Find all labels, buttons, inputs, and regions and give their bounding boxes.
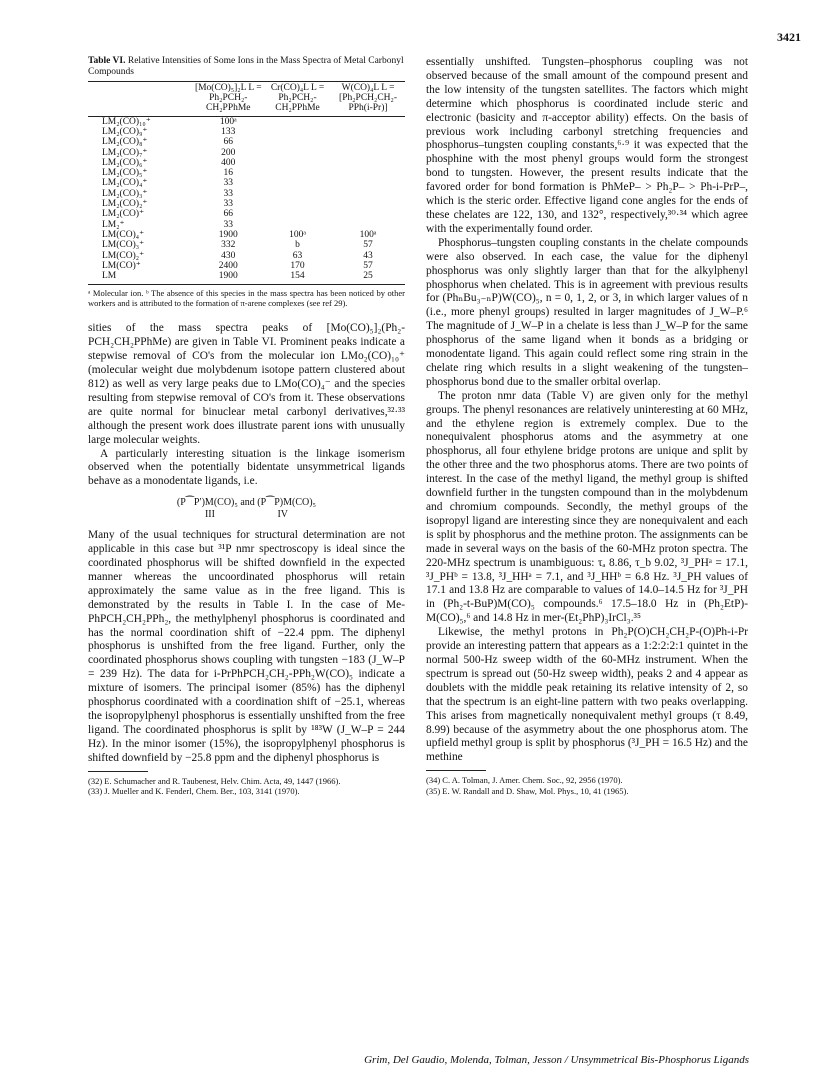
isomer-display xyxy=(88,497,405,521)
row-label: LM₂(CO)₃⁺ xyxy=(102,188,148,199)
cell-cr xyxy=(264,209,331,219)
header-blank xyxy=(88,82,193,117)
cell-w xyxy=(331,127,405,137)
mass-spectra-table xyxy=(88,81,405,285)
reference-rule-right xyxy=(426,770,486,771)
cell-mo: 200 xyxy=(221,147,236,158)
cell-mo: 1900 xyxy=(218,229,238,240)
table-caption-text: Relative Intensities of Some Ions in the Mass Spectra of Metal Carbonyl Compounds xyxy=(88,56,404,77)
cell-cr xyxy=(264,199,331,209)
cell-w xyxy=(331,116,405,127)
table-body xyxy=(88,116,405,285)
cell-cr: 63 xyxy=(292,250,303,261)
row-label: LM₂(CO)₂⁺ xyxy=(102,199,148,210)
right-paragraph-1: essentially unshifted. Tungsten–phosphorus coupling was not observed because of the small amount of the compound present and the low intensity of the tungsten satellites. The factors which might determine which phosphorus is coordinated include steric and electronic (basicity and π-acceptor ability) effects. On the basis of previous work including carbonyl stretching frequencies and phosphorus–tungsten coupling constants,⁶·⁹ it was expected that the phosphine with the most phenyl groups would form the strongest bond to tungsten. However, the present results indicate that the favored order for bond formation is PhMeP– > Ph₂P– > Ph-i-PrP–, which is the steric order. Effective ligand cone angles for the ends of these chelates are 122, 130, and 132°, respectively,³⁰·³⁴ which agree with the experimentally found order. xyxy=(426,56,748,235)
cell-cr xyxy=(264,116,331,127)
row-label: LM(CO)⁺ xyxy=(102,260,141,271)
cell-cr xyxy=(264,168,331,178)
page-number: 3421 xyxy=(777,30,801,44)
right-paragraph-4: Likewise, the methyl protons in Ph₂P(O)CH₂CH₂P-(O)Ph-i-Pr provide an interesting pattern that appears as a 1:2:2:2:1 quintet in the normal 500-Hz sweep width of the 60-MHz instrument. When the spectrum is spread out (50-Hz sweep width), peaks 2 and 4 appear as doublets with the middle peak retaining its relative intensity of 2, so that the spectrum is an eight-line pattern with two peaks overlapping. This arises from magnetically nonequivalent methyl groups (τ 8.49, 8.99) because of the asymmetry about the one phosphorus atom. The upfield methyl group is split by phosphorus (³J_PH = 16.5 Hz) and the methine xyxy=(426,626,748,764)
cell-cr: 100ᵃ xyxy=(289,229,306,240)
cell-cr: 170 xyxy=(290,260,305,271)
cell-cr xyxy=(264,178,331,188)
left-paragraph-3: Many of the usual techniques for structural determination are not applicable in this case but ³¹P nmr spectroscopy is ideal since the coordinated phosphorus will be shifted downfield in the expected manner whereas the uncoordinated phosphorus will retain approximately the same value as in the free ligand. This is demonstrated by the results in Table I. In the case of Me-PhPCH₂CH₂PPh₂, the methylphenyl phosphorus is coordinated and has the normal coordination shift of −22.4 ppm. The diphenyl phosphorus is unshifted from the free ligand. Further, only the coordinated phosphorus shows coupling with tungsten −183 (J_W–P = 239 Hz). The data for i-PrPhPCH₂CH₂-PPh₂W(CO)₅ indicate a mixture of isomers. The principal isomer (85%) has the diphenyl phosphorus coordinated with a coordination shift of −25.1, whereas the isopropylphenyl phosphorus is essentially unshifted from the free ligand. The coordinated phosphorus is split by ¹⁸³W (J_W–P = 244 Hz). In the minor isomer (15%), the isopropylphenyl phosphorus is shifted downfield by −25.8 ppm and the diphenyl phosphorus is xyxy=(88,529,405,764)
cell-mo: 430 xyxy=(221,250,236,261)
cell-mo: 16 xyxy=(223,168,234,179)
reference-35: (35) E. W. Randall and D. Shaw, Mol. Phys., 10, 41 (1965). xyxy=(426,785,629,796)
table-row xyxy=(88,158,405,168)
cell-w: 57 xyxy=(363,240,373,251)
table-row xyxy=(88,168,405,178)
right-paragraph-2: Phosphorus–tungsten coupling constants in the chelate compounds were also observed. In each case, the value for the diphenyl phosphorus was only slightly larger than that for the alkylphenyl phosphorus when chelated. This is in agreement with previous results for (PhₙBu₃₋ₙP)W(CO)₅, n = 0, 1, 2, or 3, in which larger values of n (i.e., more phenyl groups) resulted in larger magnitudes of J_W–P.⁶ The magnitude of J_W–P in a chelate is less than J_W–P for the same phosphorus of the same ligand when it bonds as a bridging or monodentate ligand. This again could reflect some ring strain in the chelate ring which results in a slight weakening of the tungsten–phosphorus bond due to the smaller orbital overlap. xyxy=(426,236,748,388)
cell-cr xyxy=(264,158,331,168)
cell-mo: 33 xyxy=(223,199,234,210)
reference-32: (32) E. Schumacher and R. Taubenest, Helv. Chim. Acta, 49, 1447 (1966). xyxy=(88,775,341,786)
cell-mo: 100ᵃ xyxy=(219,116,237,127)
reference-34: (34) C. A. Tolman, J. Amer. Chem. Soc., 92, 2956 (1970). xyxy=(426,775,623,786)
table-caption-label: Table VI. xyxy=(88,56,126,66)
cell-cr xyxy=(264,137,331,147)
left-paragraph-2: A particularly interesting situation is the linkage isomerism observed when the potentially bidentate unsymmetrical ligands behave as a monodentate ligands, i.e. xyxy=(88,447,405,488)
table-row xyxy=(88,148,405,158)
right-paragraph-3: The proton nmr data (Table V) are given only for the methyl groups. The phenyl resonances are relatively uninteresting at 60 MHz, and the ethylene region is extremely complex. Due to the nonequivalent phosphorus atoms and the asymmetry at one phosphorus, all four ethylene bridge protons are unique and split by the other three and the two phosphorus atoms. There are two points of interest. In the case of the methyl ligand, the methyl group is shifted downfield further in the tungsten compound than in the molybdenum and chromium compounds. Secondly, the methyl groups of the isopropyl ligand are interesting since they are nonequivalent and each is split by phosphorus and the methine proton. The assignments can be made in several ways on the basis of the 60-MHz proton spectra. The 220-MHz spectrum is unambiguous: τₐ 8.86, τ_b 9.02, ³J_PHᵃ = 17.1, ³J_PHᵇ = 13.8, ³J_HHᵃ = 7.1, and ³J_HHᵇ = 6.8 Hz. ³J_PH values of 17.1 and 13.8 Hz are comparable to values of 14.0–14.5 Hz for ³J_PH in (Ph₂-t-BuP)M(CO)₅ compounds.⁶ 17.5–18.0 Hz in (Ph₂EtP)-M(CO)₅,⁶ and 14.8 Hz in mer-(Et₂PhP)₃IrCl₃.³⁵ xyxy=(426,389,748,625)
reference-33: (33) J. Mueller and K. Fenderl, Chem. Ber., 103, 3141 (1970). xyxy=(88,786,300,797)
cell-cr: 154 xyxy=(290,271,305,282)
cell-w xyxy=(331,220,405,230)
cell-w xyxy=(331,168,405,178)
table-header-row xyxy=(88,82,405,117)
left-references xyxy=(88,776,405,797)
row-label: LM(CO)₃⁺ xyxy=(102,240,145,251)
table-row xyxy=(88,189,405,199)
left-column xyxy=(88,56,405,797)
cell-cr xyxy=(264,148,331,158)
cell-w xyxy=(331,148,405,158)
table-row xyxy=(88,116,405,127)
table-row xyxy=(88,271,405,285)
cell-mo: 33 xyxy=(223,219,234,230)
row-label: LM₂(CO)₅⁺ xyxy=(102,168,148,179)
cell-mo: 332 xyxy=(221,240,236,251)
cell-mo: 1900 xyxy=(218,271,238,282)
header-col-cr: Cr(CO)₄L L = Ph₂PCH₂-CH₂PPhMe xyxy=(270,83,325,114)
row-label: LM₂(CO)₇⁺ xyxy=(102,147,148,158)
left-paragraph-1: sities of the mass spectra peaks of [Mo(CO)₅]₂(Ph₂-PCH₂CH₂PPhMe) are given in Table VI. Prominent peaks indicate a stepwise removal of CO's from the molecular ion LMo₂(CO)₁₀⁺ (molecular weight due molybdenum isotope pattern clustered about 812) as well as very large peaks due to LMo(CO)₄⁻ and the species resulting from stepwise removal of CO's from it. These observations are quite normal for binuclear metal carbonyl derivatives,³²·³³ although the present work does illustrate parent ions with unusually large molecular weights. xyxy=(88,322,405,446)
cell-cr xyxy=(264,189,331,199)
cell-mo: 33 xyxy=(223,188,234,199)
table-row xyxy=(88,250,405,260)
cell-mo: 66 xyxy=(223,209,234,220)
row-label: LM₂(CO)⁺ xyxy=(102,209,145,220)
cell-mo: 2400 xyxy=(218,260,238,271)
cell-mo: 66 xyxy=(223,137,234,148)
cell-w xyxy=(331,189,405,199)
row-label: LM₂(CO)₆⁺ xyxy=(102,157,148,168)
right-references xyxy=(426,775,748,796)
cell-cr xyxy=(264,220,331,230)
cell-mo: 133 xyxy=(221,126,236,137)
table-row xyxy=(88,261,405,271)
row-label: LM xyxy=(102,271,117,282)
cell-w: 57 xyxy=(363,260,373,271)
table-row xyxy=(88,137,405,147)
reference-rule xyxy=(88,771,148,772)
row-label: LM(CO)₄⁺ xyxy=(102,229,145,240)
table-row xyxy=(88,199,405,209)
cell-mo: 33 xyxy=(223,178,234,189)
cell-w xyxy=(331,209,405,219)
cell-w xyxy=(331,158,405,168)
right-column xyxy=(426,56,748,796)
table-row xyxy=(88,127,405,137)
table-row xyxy=(88,220,405,230)
cell-w xyxy=(331,178,405,188)
table-caption xyxy=(88,56,405,78)
table-row xyxy=(88,178,405,188)
cell-w: 43 xyxy=(363,250,373,261)
row-label: LM₂⁺ xyxy=(102,219,125,230)
row-label: LM₂(CO)₈⁺ xyxy=(102,137,148,148)
row-label: LM(CO)₂⁺ xyxy=(102,250,145,261)
row-label: LM₂(CO)₄⁺ xyxy=(102,178,148,189)
header-col-mo: [Mo(CO)₅]₂L L = Ph₂PCH₂-CH₂PPhMe xyxy=(194,83,262,114)
row-label: LM₂(CO)₁₀⁺ xyxy=(102,116,151,127)
running-footer: Grim, Del Gaudio, Molenda, Tolman, Jesson / Unsymmetrical Bis-Phosphorus Ligands xyxy=(364,1054,749,1066)
cell-w xyxy=(331,137,405,147)
cell-cr xyxy=(264,127,331,137)
table-footnote: ᵃ Molecular ion. ᵇ The absence of this species in the mass spectra has been noticed by other workers and is attributed to the formation of π-arene complexes (see ref 29). xyxy=(88,288,405,309)
cell-w xyxy=(331,199,405,209)
table-row xyxy=(88,240,405,250)
cell-w: 25 xyxy=(363,271,373,282)
table-row xyxy=(88,209,405,219)
isomer-formula: (P⁀P′)M(CO)₅ and (P⁀P)M(CO)₅ xyxy=(176,497,317,509)
table-row xyxy=(88,230,405,240)
row-label: LM₂(CO)₉⁺ xyxy=(102,126,148,137)
cell-cr: b xyxy=(295,240,300,251)
cell-w: 100ᵃ xyxy=(359,229,377,240)
cell-mo: 400 xyxy=(221,157,236,168)
isomer-labels: III IV xyxy=(204,509,289,521)
header-col-w: W(CO)₄L L = [Ph₂PCH₂CH₂-PPh(i-Pr)] xyxy=(339,83,398,114)
